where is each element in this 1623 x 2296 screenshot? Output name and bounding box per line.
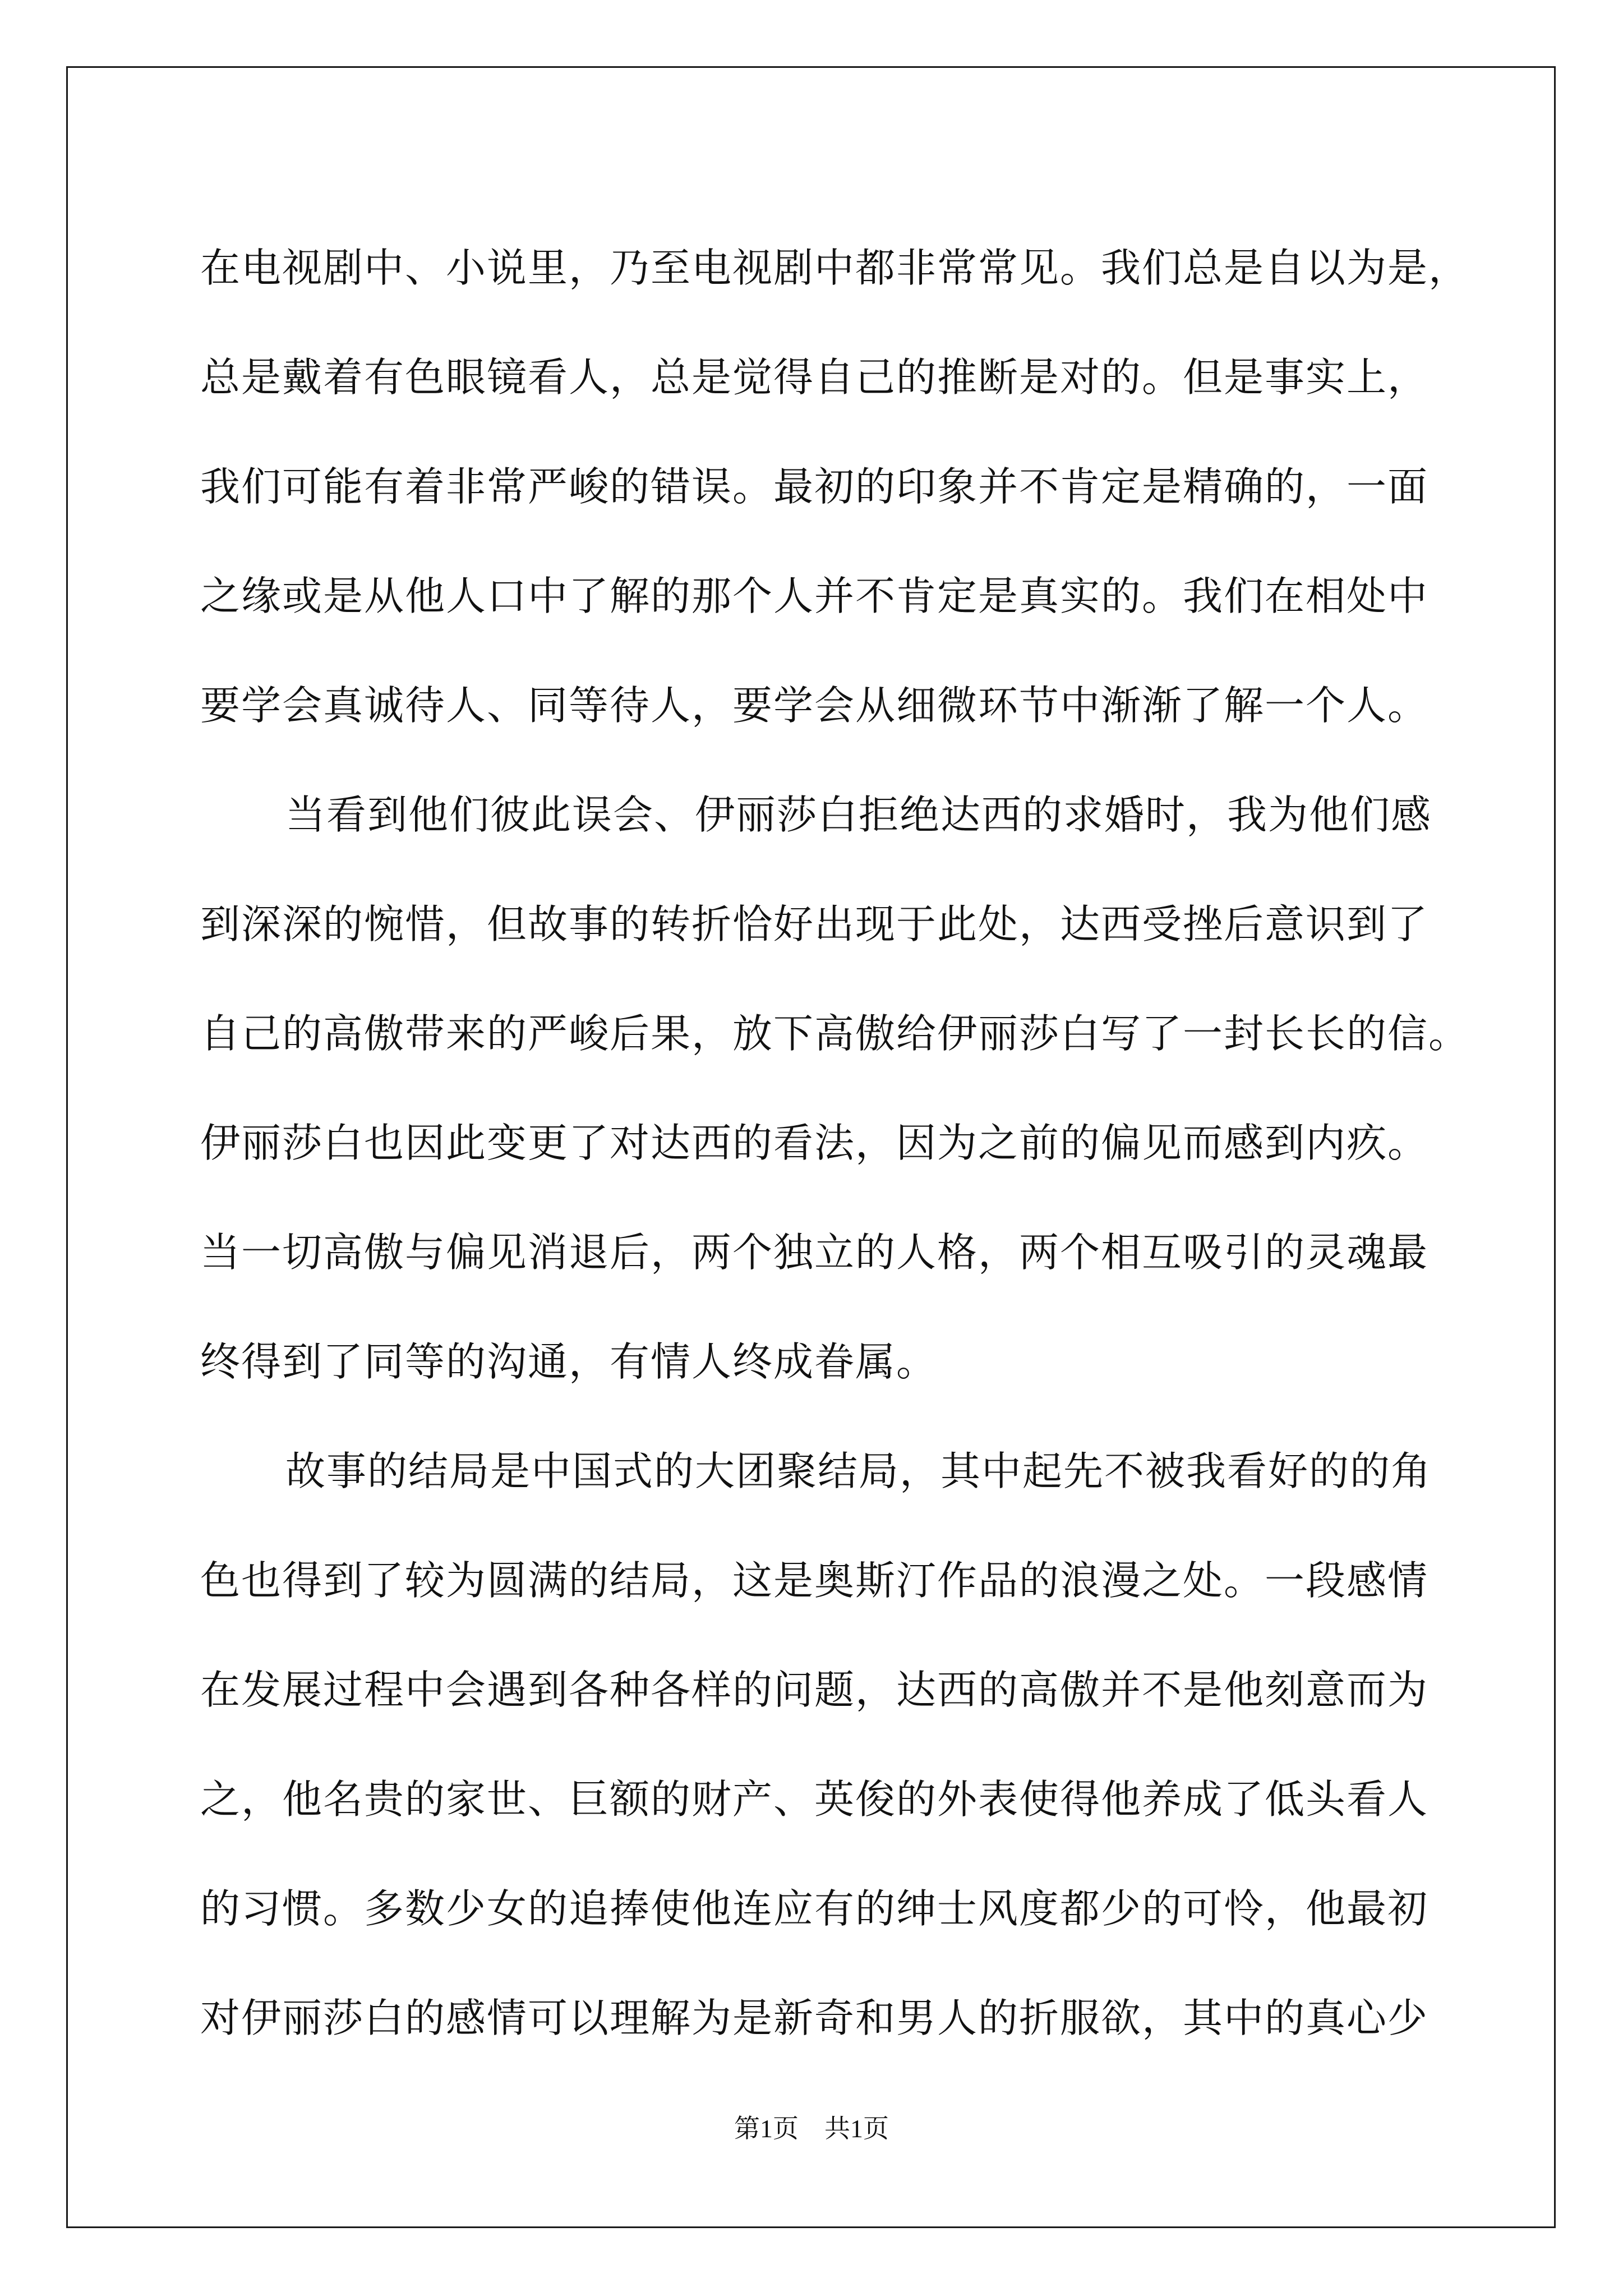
- text-line: 我们可能有着非常严峻的错误。最初的印象并不肯定是精确的，一面: [200, 463, 1429, 510]
- text-line: 总是戴着有色眼镜看人，总是觉得自己的推断是对的。但是事实上，: [200, 354, 1429, 401]
- text-line: 要学会真诚待人、同等待人，要学会从细微环节中渐渐了解一个人。: [200, 682, 1429, 729]
- text-line: 对伊丽莎白的感情可以理解为是新奇和男人的折服欲，其中的真心少: [200, 1995, 1429, 2041]
- page-number-label: 第1页 共1页: [734, 2114, 889, 2143]
- text-line: 之，他名贵的家世、巨额的财产、英俊的外表使得他养成了低头看人: [200, 1776, 1429, 1823]
- text-line: 自己的高傲带来的严峻后果，放下高傲给伊丽莎白写了一封长长的信。: [200, 1010, 1470, 1057]
- text-line: 到深深的惋惜，但故事的转折恰好出现于此处，达西受挫后意识到了: [200, 901, 1429, 947]
- page-footer: [0, 2108, 1623, 2145]
- text-line-paragraph-start: 当看到他们彼此误会、伊丽莎白拒绝达西的求婚时，我为他们感: [285, 792, 1432, 838]
- text-line: 的习惯。多数少女的追捧使他连应有的绅士风度都少的可怜，他最初: [200, 1885, 1429, 1932]
- text-line-paragraph-start: 故事的结局是中国式的大团聚结局，其中起先不被我看好的的角: [285, 1448, 1432, 1494]
- text-line: 终得到了同等的沟通，有情人终成眷属。: [200, 1338, 938, 1385]
- text-line: 在电视剧中、小说里，乃至电视剧中都非常常见。我们总是自以为是，: [200, 245, 1470, 291]
- text-line: 之缘或是从他人口中了解的那个人并不肯定是真实的。我们在相处中: [200, 573, 1429, 619]
- text-line: 在发展过程中会遇到各种各样的问题，达西的高傲并不是他刻意而为: [200, 1667, 1429, 1713]
- text-line: 色也得到了较为圆满的结局，这是奥斯汀作品的浪漫之处。一段感情: [200, 1557, 1429, 1604]
- document-body: [200, 213, 1470, 2073]
- text-line: 当一切高傲与偏见消退后，两个独立的人格，两个相互吸引的灵魂最: [200, 1229, 1429, 1276]
- text-line: 伊丽莎白也因此变更了对达西的看法，因为之前的偏见而感到内疚。: [200, 1120, 1429, 1166]
